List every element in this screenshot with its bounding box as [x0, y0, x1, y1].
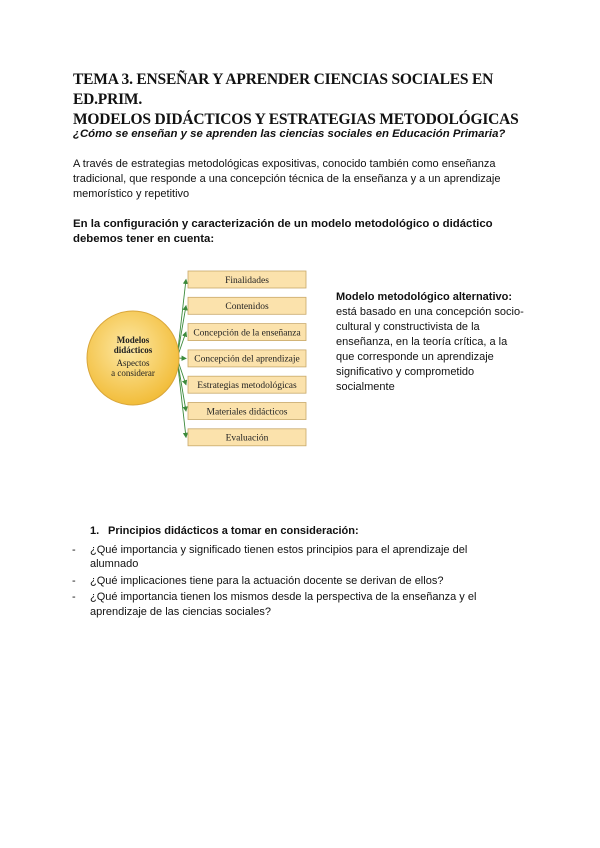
diagram-arrow: [177, 358, 186, 437]
didactic-models-diagram: [85, 263, 315, 463]
principles-heading-text: Principios didácticos a tomar en consideración:: [108, 525, 359, 537]
title-line-2: MODELOS DIDÁCTICOS Y ESTRATEGIAS METODOLÓGICAS: [73, 111, 519, 128]
list-item: - ¿Qué importancia y significado tienen estos principios para el aprendizaje del alumnado: [72, 543, 468, 570]
list-item: - ¿Qué implicaciones tiene para la actuación docente se derivan de ellos?: [72, 574, 444, 587]
intro-paragraph: A través de estrategias metodológicas expositivas, conocido también como enseñanza tradicional, que responde a una concepción técnica de la enseñanza y a un aprendizaje memorístico y repetitivo: [73, 158, 501, 200]
page-title: [73, 70, 543, 130]
center-sub-line-1: Aspectos: [116, 358, 150, 368]
alt-model-label: Modelo metodológico alternativo:: [336, 291, 513, 303]
list-item-text: ¿Qué importancia y significado tienen estos principios para el aprendizaje del alumnado: [90, 543, 468, 570]
list-item-text: ¿Qué importancia tienen los mismos desde la perspectiva de la enseñanza y el aprendizaje de las ciencias sociales?: [90, 591, 477, 618]
principles-number: 1.: [90, 525, 100, 537]
center-title-line-1: Modelos: [116, 335, 150, 345]
principles-section: [72, 524, 510, 621]
center-sub-line-2: a considerar: [111, 368, 155, 378]
diagram-box-label: Estrategias metodológicas: [197, 381, 297, 391]
alt-model-block: [336, 290, 526, 395]
list-item-text: ¿Qué implicaciones tiene para la actuación docente se derivan de ellos?: [90, 574, 444, 587]
diagram-box-label: Concepción de la enseñanza: [193, 328, 301, 339]
principles-heading: [90, 524, 510, 539]
diagram-box-label: Materiales didácticos: [206, 407, 288, 418]
section-question: ¿Cómo se enseñan y se aprenden las ciencias sociales en Educación Primaria?: [73, 128, 506, 140]
diagram-box-label: Evaluación: [225, 433, 269, 444]
diagram-box-label: Concepción del aprendizaje: [194, 354, 300, 365]
diagram-box-label: Finalidades: [225, 275, 269, 286]
list-item: - ¿Qué importancia tienen los mismos desde la perspectiva de la enseñanza y el aprendizaje de las ciencias sociales?: [72, 591, 477, 618]
center-title-line-2: didácticos: [113, 345, 153, 355]
config-heading: En la configuración y caracterización de un modelo metodológico o didáctico debemos tener en cuenta:: [73, 218, 493, 245]
alt-model-text: está basado en una concepción socio-cultural y constructivista de la enseñanza, en la teoría crítica, a la que corresponde un aprendizaje significativo y comprometido socialmente: [336, 306, 524, 393]
diagram-box-label: Contenidos: [225, 302, 269, 313]
principles-list: [72, 543, 510, 620]
title-line-1: TEMA 3. ENSEÑAR Y APRENDER CIENCIAS SOCIALES EN ED.PRIM.: [73, 71, 494, 108]
